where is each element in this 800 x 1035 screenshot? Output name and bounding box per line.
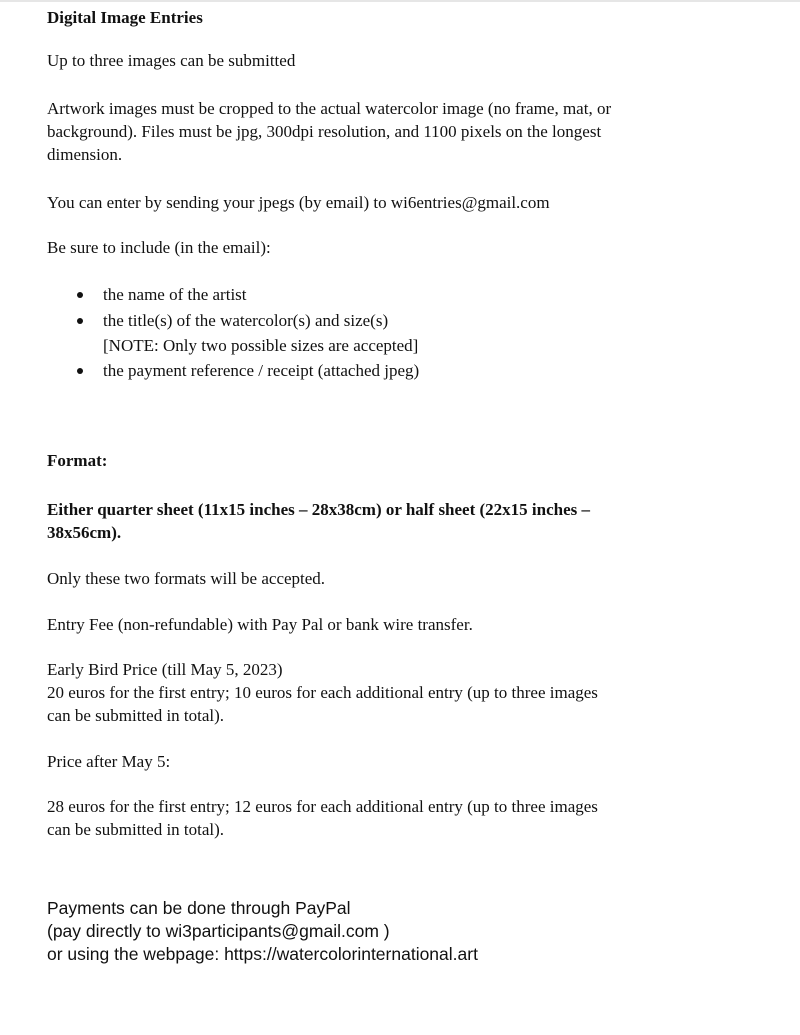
- early-bird-line-2: can be submitted in total).: [47, 706, 225, 725]
- top-divider: [0, 0, 800, 2]
- price-after-line-1: 28 euros for the first entry; 12 euros for each additional entry (up to three images: [47, 797, 598, 816]
- section-heading: Digital Image Entries: [47, 8, 203, 27]
- format-line-2: 38x56cm).: [47, 523, 122, 542]
- list-item: [103, 308, 760, 358]
- payments-line-3: or using the webpage: https://watercolorinternational.art: [47, 944, 478, 964]
- early-bird-line-1: 20 euros for the first entry; 10 euros for each additional entry (up to three images: [47, 683, 598, 702]
- format-label: Format:: [47, 451, 108, 470]
- size-note: [NOTE: Only two possible sizes are accepted]: [103, 336, 419, 355]
- artwork-line-2: background). Files must be jpg, 300dpi resolution, and 1100 pixels on the longest: [47, 122, 602, 141]
- list-item: [103, 282, 760, 308]
- paragraph-artwork: [47, 97, 760, 166]
- paragraph-include: Be sure to include (in the email):: [47, 238, 271, 257]
- paragraph-enter-email: You can enter by sending your jpegs (by email) to wi6entries@gmail.com: [47, 193, 550, 212]
- format-line-1: Either quarter sheet (11x15 inches – 28x38cm) or half sheet (22x15 inches –: [47, 500, 591, 519]
- payments-block: [47, 897, 760, 966]
- list-item-text: the name of the artist: [103, 285, 247, 304]
- price-after-details: [47, 795, 760, 841]
- list-item: [103, 358, 760, 384]
- include-list: [47, 282, 760, 384]
- format-description: [47, 498, 760, 544]
- paragraph-only-formats: Only these two formats will be accepted.: [47, 569, 326, 588]
- payments-line-2: (pay directly to wi3participants@gmail.com ): [47, 921, 390, 941]
- paragraph-entry-fee: Entry Fee (non-refundable) with Pay Pal or bank wire transfer.: [47, 615, 473, 634]
- list-item-text: the title(s) of the watercolor(s) and size(s): [103, 311, 389, 330]
- payments-line-1: Payments can be done through PayPal: [47, 898, 351, 918]
- artwork-line-3: dimension.: [47, 145, 123, 164]
- price-after-title: Price after May 5:: [47, 752, 171, 771]
- paragraph-up-to-three: Up to three images can be submitted: [47, 51, 296, 70]
- list-item-text: the payment reference / receipt (attached jpeg): [103, 361, 420, 380]
- early-bird-price: [47, 658, 760, 727]
- artwork-line-1: Artwork images must be cropped to the actual watercolor image (no frame, mat, or: [47, 99, 612, 118]
- early-bird-title: Early Bird Price (till May 5, 2023): [47, 660, 283, 679]
- price-after-line-2: can be submitted in total).: [47, 820, 225, 839]
